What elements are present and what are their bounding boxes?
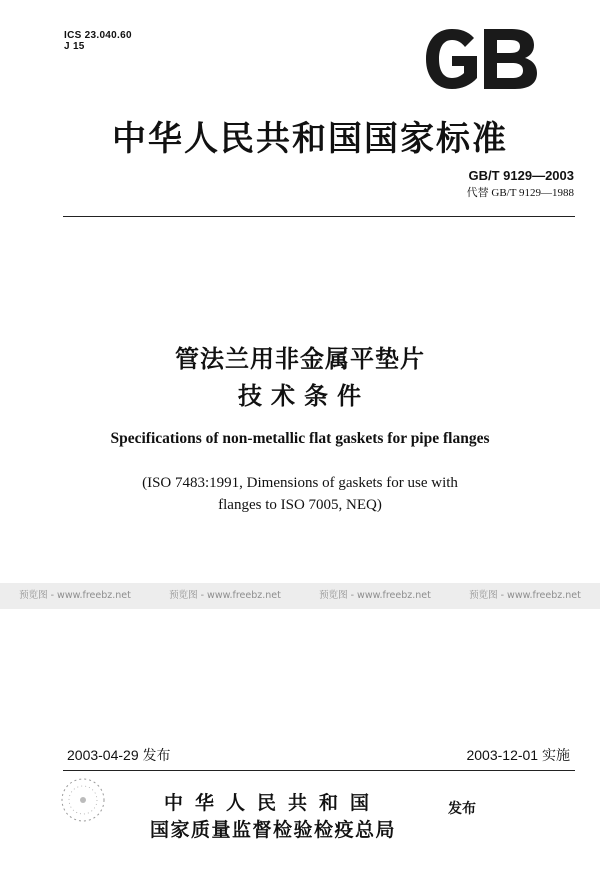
cn-title-line2: 技术条件 <box>238 382 370 410</box>
seal-stamp-icon <box>58 775 108 825</box>
issuer-line2: 国家质量监督检验检疫总局 <box>150 819 397 841</box>
watermark-band <box>0 583 600 609</box>
implementation-date: 2003-12-01 实施 <box>466 747 570 763</box>
standard-number: GB/T 9129—2003 <box>468 168 574 183</box>
category-code: J 15 <box>64 41 85 52</box>
iso-line2: flanges to ISO 7005, NEQ) <box>218 497 382 513</box>
watermark-text: 预览图 - www.freebz.net <box>19 590 131 601</box>
watermark-text: 预览图 - www.freebz.net <box>319 590 431 601</box>
iso-line1: (ISO 7483:1991, Dimensions of gaskets for use with <box>142 475 458 491</box>
gb-logo-icon <box>424 28 538 90</box>
issue-date: 2003-04-29 发布 <box>67 747 171 763</box>
ics-code: ICS 23.040.60 <box>64 30 132 41</box>
issuer-suffix: 发布 <box>448 801 476 817</box>
watermark-text: 预览图 - www.freebz.net <box>469 590 581 601</box>
cn-title-line1: 管法兰用非金属平垫片 <box>175 345 425 373</box>
page-title: 中华人民共和国国家标准 <box>112 119 508 159</box>
issuer-block <box>150 788 396 842</box>
standard-number-block <box>467 168 574 200</box>
footer-divider <box>63 770 575 771</box>
watermark-text: 预览图 - www.freebz.net <box>169 590 281 601</box>
iso-reference <box>0 472 600 516</box>
ics-block <box>64 30 132 52</box>
replaced-standard: 代替 GB/T 9129—1988 <box>466 187 574 199</box>
issuer-line1: 中华人民共和国 <box>164 792 382 814</box>
header-divider <box>63 216 575 217</box>
en-title: Specifications of non-metallic flat gaskets for pipe flanges <box>110 430 490 447</box>
